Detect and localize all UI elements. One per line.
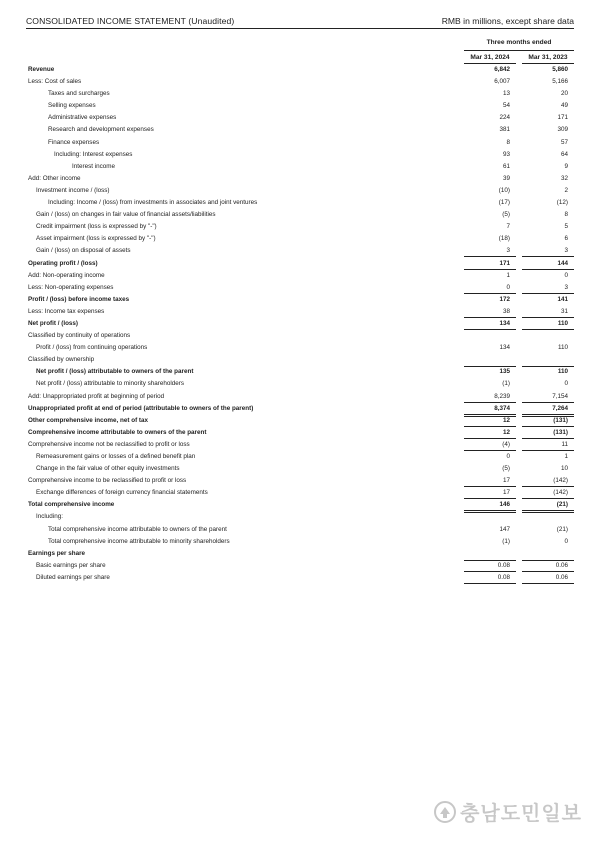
table-row <box>0 76 600 88</box>
row-label: Profit / (loss) from continuing operations <box>36 344 148 352</box>
table-row <box>0 463 600 475</box>
value-2024: 7 <box>506 223 510 231</box>
value-2023: (131) <box>553 428 568 436</box>
row-label: Taxes and surcharges <box>48 90 110 98</box>
row-label: Including: Income / (loss) from investments in associates and joint ventures <box>48 199 258 207</box>
table-row <box>0 548 600 560</box>
value-2024: (5) <box>502 465 510 473</box>
row-label: Exchange differences of foreign currency financial statements <box>36 489 208 497</box>
row-label: Total comprehensive income attributable to minority shareholders <box>48 537 230 545</box>
table-row <box>0 366 600 378</box>
value-2024: 12 <box>502 416 510 424</box>
row-label: Diluted earnings per share <box>36 573 110 581</box>
row-label: Total comprehensive income <box>28 501 115 509</box>
table-row <box>0 403 600 415</box>
table-row <box>0 64 600 76</box>
value-2024: 6,007 <box>494 78 510 86</box>
row-label: Other comprehensive income, net of tax <box>28 416 149 424</box>
table-row <box>0 318 600 330</box>
total-rule <box>464 560 516 561</box>
row-label: Including: Interest expenses <box>54 150 133 158</box>
value-2024: (10) <box>498 186 510 194</box>
value-2024: 3 <box>506 247 510 255</box>
value-2024: 381 <box>499 126 510 134</box>
value-2023: 5 <box>564 223 568 231</box>
row-label: Remeasurement gains or losses of a defined benefit plan <box>36 453 196 460</box>
value-2024: 171 <box>499 259 510 267</box>
value-2024: 8,374 <box>494 404 510 412</box>
value-2023: 110 <box>557 344 568 352</box>
row-label: Comprehensive income to be reclassified to profit or loss <box>28 477 187 485</box>
row-label: Revenue <box>28 66 55 73</box>
value-2024: 6,842 <box>494 66 510 73</box>
value-2023: 57 <box>560 138 568 146</box>
value-2023: 20 <box>560 90 568 98</box>
value-2024: 0.08 <box>497 561 510 569</box>
table-row <box>0 306 600 318</box>
row-label: Classified by continuity of operations <box>28 332 131 340</box>
table-row <box>0 137 600 149</box>
value-2024: 146 <box>499 501 510 509</box>
value-2024: 13 <box>502 90 510 98</box>
table-row <box>0 536 600 548</box>
statement-table <box>0 64 600 584</box>
total-rule <box>522 583 574 584</box>
value-2024: 172 <box>499 295 510 303</box>
value-2024: 61 <box>502 162 510 170</box>
value-2023: 309 <box>557 126 568 134</box>
table-row <box>0 511 600 523</box>
value-2023: 171 <box>557 114 568 122</box>
table-row <box>0 487 600 499</box>
table-row <box>0 88 600 100</box>
table-row <box>0 245 600 257</box>
value-2024: 38 <box>502 307 510 315</box>
row-label: Asset impairment (loss is expressed by "-") <box>36 235 156 243</box>
row-label: Change in the fair value of other equity investments <box>36 465 180 473</box>
row-label: Net profit / (loss) attributable to minority shareholders <box>36 380 185 388</box>
table-row <box>0 161 600 173</box>
row-label: Operating profit / (loss) <box>28 259 98 267</box>
total-rule <box>522 366 574 367</box>
row-label: Comprehensive income not be reclassified to profit or loss <box>28 440 190 448</box>
value-2023: 3 <box>564 283 568 291</box>
table-row <box>0 572 600 584</box>
row-label: Comprehensive income attributable to owners of the parent <box>28 428 207 436</box>
value-2023: 32 <box>560 174 568 182</box>
value-2024: (4) <box>502 440 510 448</box>
total-rule <box>464 366 516 367</box>
value-2024: (18) <box>498 235 510 243</box>
table-row <box>0 100 600 112</box>
value-2024: (1) <box>502 537 510 545</box>
value-2024: 0 <box>506 453 510 460</box>
value-2023: (142) <box>553 489 568 497</box>
value-2023: 31 <box>560 307 568 315</box>
row-label: Less: Income tax expenses <box>28 307 105 315</box>
row-label: Basic earnings per share <box>36 561 106 569</box>
table-row <box>0 427 600 439</box>
period-heading-rule <box>464 50 574 51</box>
table-row <box>0 415 600 427</box>
row-label: Interest income <box>72 162 116 170</box>
table-row <box>0 173 600 185</box>
table-row <box>0 378 600 390</box>
value-2023: 9 <box>564 162 568 170</box>
value-2023: 2 <box>564 186 568 194</box>
row-label: Less: Cost of sales <box>28 78 82 86</box>
value-2023: 110 <box>557 368 568 376</box>
table-row <box>0 475 600 487</box>
table-row <box>0 294 600 306</box>
value-2023: 7,264 <box>552 404 568 412</box>
value-2023: 5,860 <box>552 66 568 73</box>
row-label: Classified by ownership <box>28 356 95 364</box>
value-2024: 0.08 <box>497 573 510 581</box>
watermark-text: 충남도민일보 <box>460 801 582 825</box>
row-label: Net profit / (loss) <box>28 319 79 327</box>
value-2023: 1 <box>564 453 568 460</box>
row-label: Gain / (loss) on disposal of assets <box>36 247 131 255</box>
row-label: Including: <box>36 513 63 521</box>
value-2024: 39 <box>502 174 510 182</box>
row-label: Add: Non-operating income <box>28 271 105 279</box>
value-2024: (5) <box>502 211 510 219</box>
total-rule <box>464 583 516 584</box>
table-row <box>0 560 600 572</box>
value-2023: (12) <box>556 199 568 207</box>
statement-title: CONSOLIDATED INCOME STATEMENT (Unaudited) <box>26 16 235 26</box>
value-2023: 0 <box>564 380 568 388</box>
newspaper-watermark <box>434 797 582 826</box>
value-2023: 0 <box>564 271 568 279</box>
table-row <box>0 209 600 221</box>
table-row <box>0 197 600 209</box>
value-2023: 10 <box>560 465 568 473</box>
value-2023: (21) <box>556 525 568 533</box>
value-2024: 54 <box>502 102 510 110</box>
column-heading-2024: Mar 31, 2024 <box>470 54 510 61</box>
row-label: Net profit / (loss) attributable to owners of the parent <box>36 368 194 376</box>
value-2023: (21) <box>556 501 568 509</box>
period-heading: Three months ended <box>486 39 552 46</box>
row-label: Unappropriated profit at end of period (attributable to owners of the parent) <box>28 404 254 412</box>
newspaper-logo-icon <box>434 801 456 823</box>
table-row <box>0 330 600 342</box>
value-2024: 147 <box>499 525 510 533</box>
table-row <box>0 391 600 403</box>
table-row <box>0 451 600 463</box>
column-heading-2023: Mar 31, 2023 <box>528 54 568 61</box>
value-2024: 1 <box>506 271 510 279</box>
value-2024: 134 <box>499 344 510 352</box>
table-row <box>0 439 600 451</box>
row-label: Administrative expenses <box>48 114 117 122</box>
value-2024: 0 <box>506 283 510 291</box>
value-2023: 0 <box>564 537 568 545</box>
value-2023: 8 <box>564 211 568 219</box>
row-label: Add: Other income <box>28 174 81 182</box>
table-row <box>0 342 600 354</box>
table-row <box>0 354 600 366</box>
row-label: Add: Unappropriated profit at beginning of period <box>28 392 165 400</box>
value-2023: 3 <box>564 247 568 255</box>
table-row <box>0 524 600 536</box>
table-row <box>0 233 600 245</box>
value-2023: 144 <box>557 259 568 267</box>
table-row <box>0 221 600 233</box>
value-2024: (1) <box>502 380 510 388</box>
row-label: Credit impairment (loss is expressed by "-") <box>36 223 157 231</box>
value-2023: 6 <box>564 235 568 243</box>
value-2024: 93 <box>502 150 510 158</box>
value-2023: 7,154 <box>552 392 568 400</box>
statement-header <box>26 12 574 29</box>
table-row <box>0 124 600 136</box>
unit-note: RMB in millions, except share data <box>441 16 574 26</box>
value-2024: 17 <box>502 489 510 497</box>
total-rule <box>522 560 574 561</box>
row-label: Selling expenses <box>48 102 96 110</box>
value-2024: 12 <box>502 428 510 436</box>
row-label: Total comprehensive income attributable to owners of the parent <box>48 525 227 533</box>
row-label: Earnings per share <box>28 549 86 557</box>
value-2023: 11 <box>561 440 568 448</box>
value-2024: 8,239 <box>494 392 510 400</box>
value-2023: 0.06 <box>555 573 568 581</box>
value-2023: (131) <box>553 416 568 424</box>
value-2023: (142) <box>553 477 568 485</box>
table-row <box>0 499 600 511</box>
table-row <box>0 258 600 270</box>
value-2024: (17) <box>498 199 510 207</box>
table-row <box>0 149 600 161</box>
value-2023: 110 <box>557 319 568 327</box>
value-2023: 0.06 <box>555 561 568 569</box>
value-2024: 224 <box>499 114 510 122</box>
value-2024: 134 <box>499 319 510 327</box>
row-label: Finance expenses <box>48 138 100 146</box>
value-2023: 64 <box>560 150 568 158</box>
table-row <box>0 270 600 282</box>
table-row <box>0 185 600 197</box>
value-2024: 135 <box>499 368 510 376</box>
value-2023: 5,166 <box>552 78 568 86</box>
value-2024: 17 <box>502 477 510 485</box>
row-label: Profit / (loss) before income taxes <box>28 295 130 303</box>
value-2023: 141 <box>557 295 568 303</box>
value-2024: 8 <box>506 138 510 146</box>
row-label: Less: Non-operating expenses <box>28 283 114 291</box>
row-label: Gain / (loss) on changes in fair value of financial assets/liabilities <box>36 211 216 219</box>
row-label: Investment income / (loss) <box>36 186 110 194</box>
value-2023: 49 <box>560 102 568 110</box>
row-label: Research and development expenses <box>48 126 154 134</box>
table-row <box>0 112 600 124</box>
table-row <box>0 282 600 294</box>
